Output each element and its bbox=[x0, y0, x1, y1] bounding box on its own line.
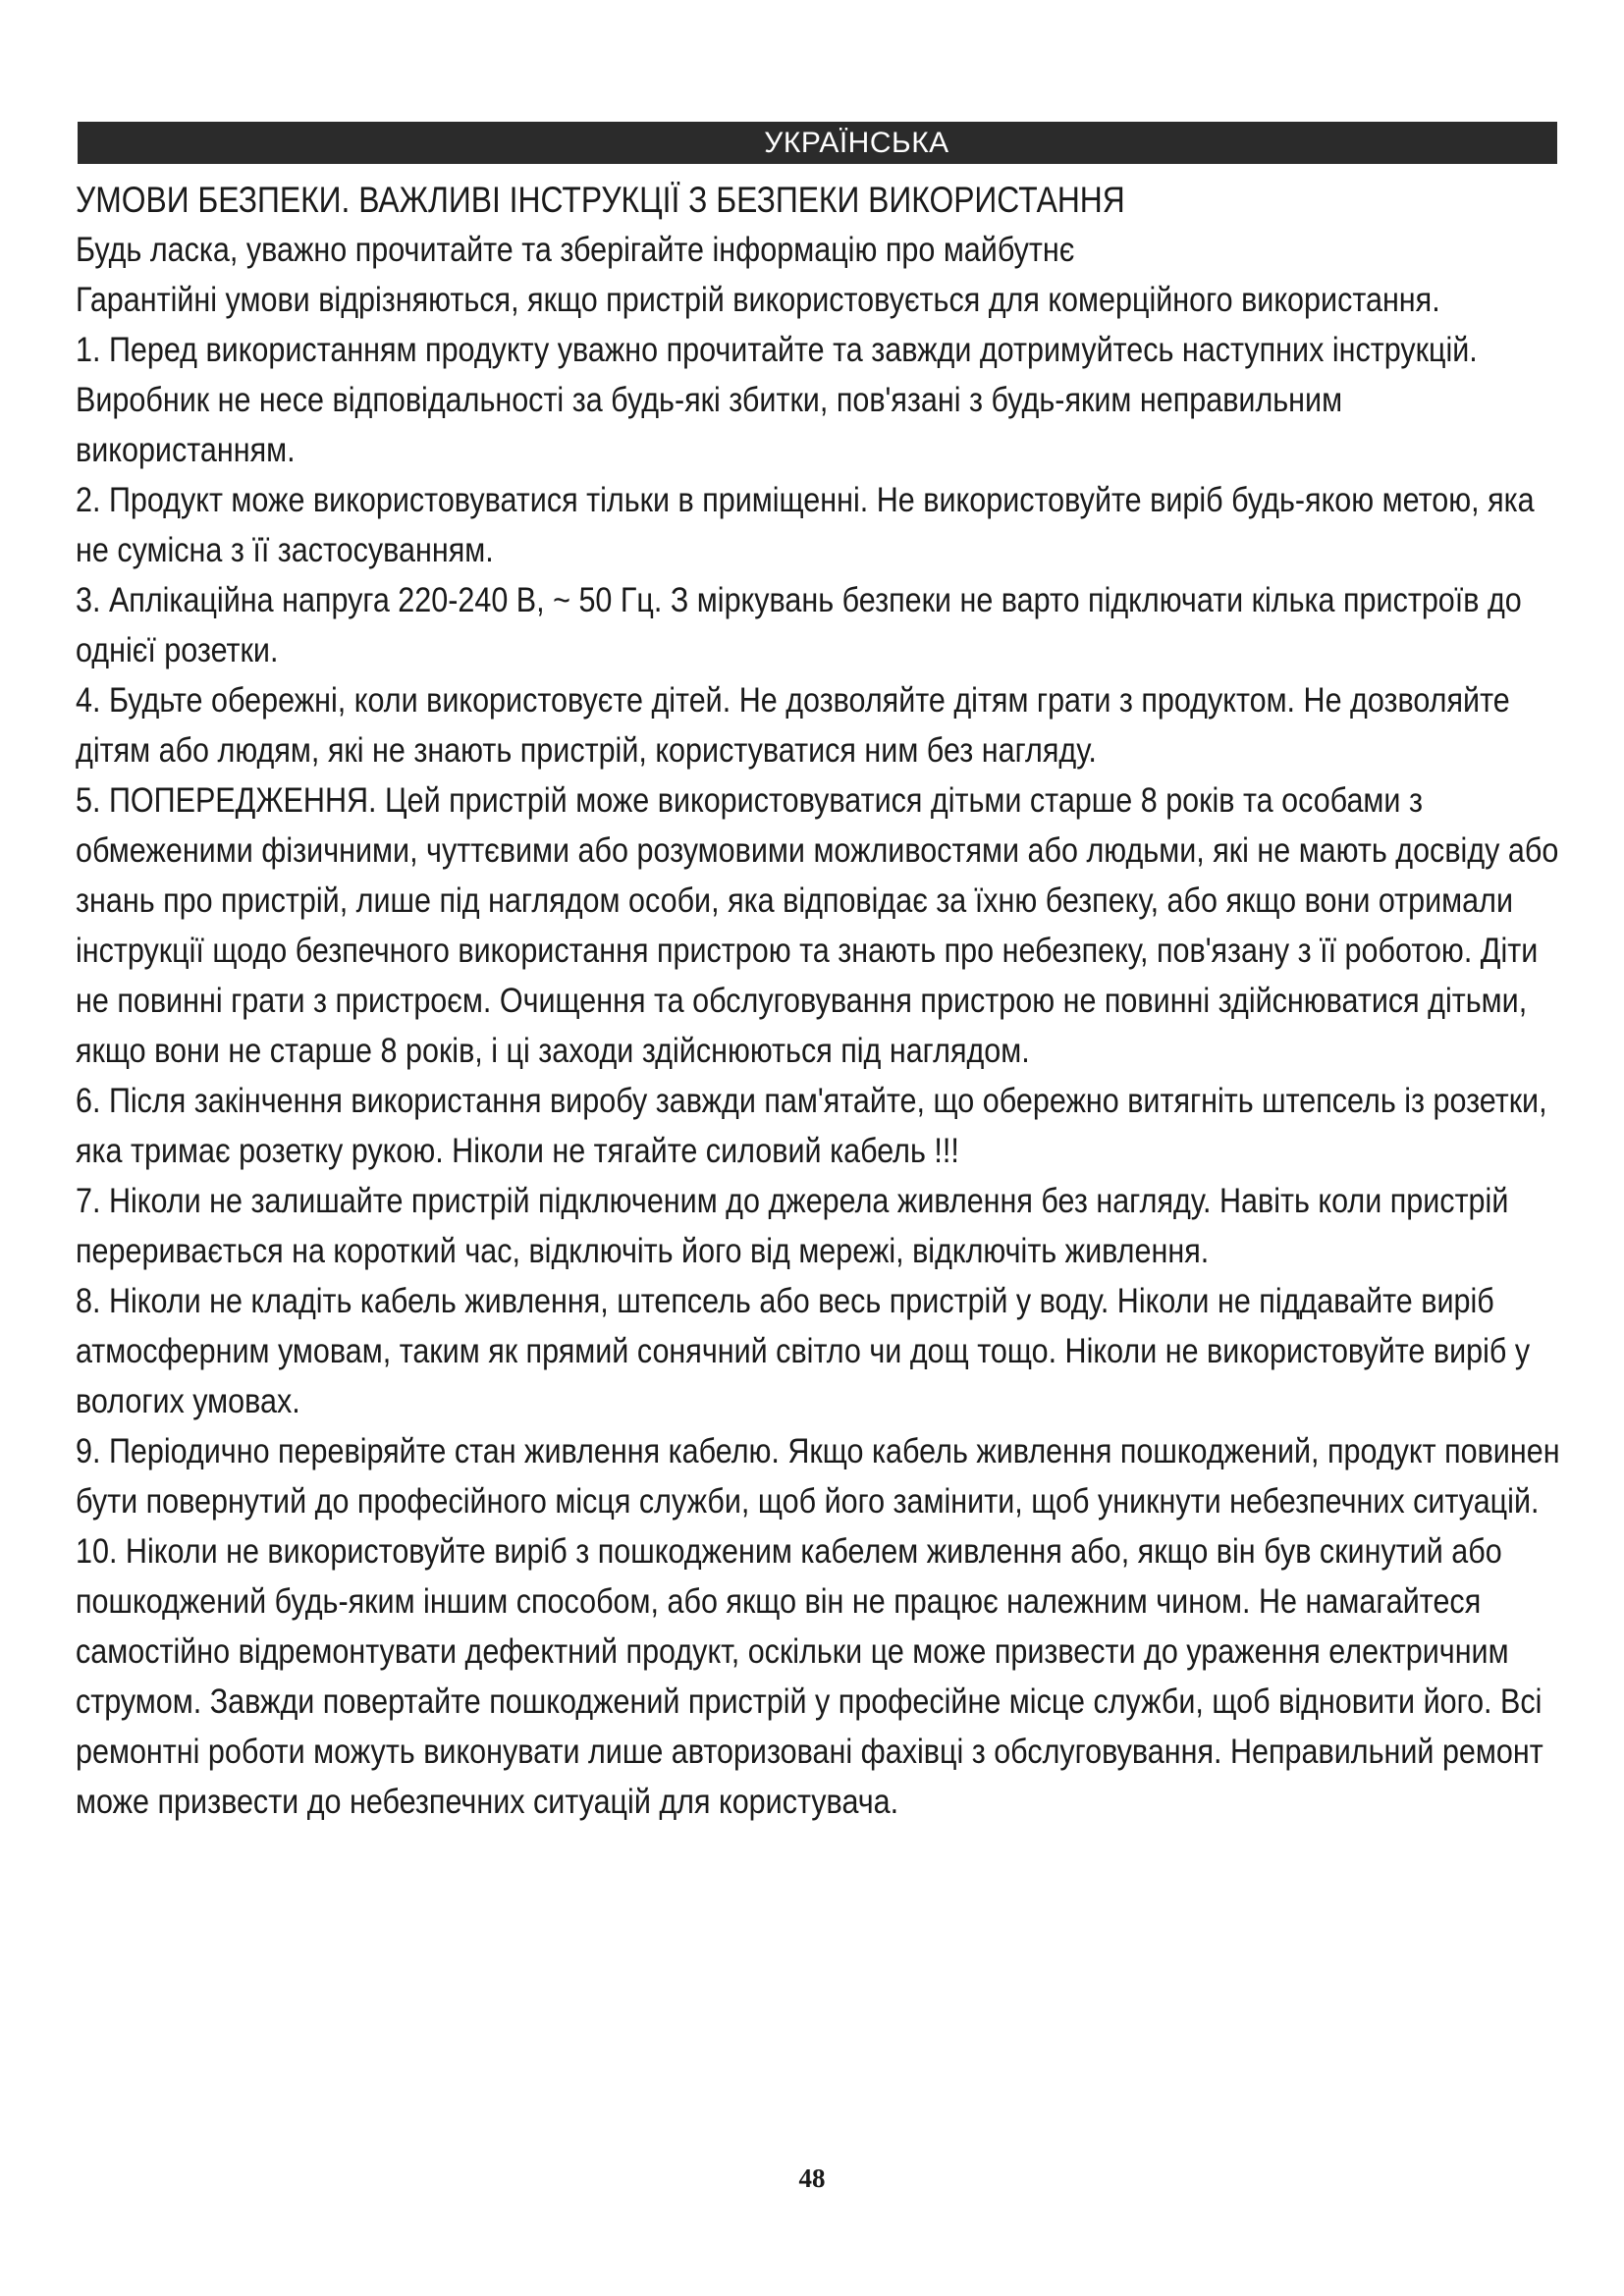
language-header-bar bbox=[78, 122, 1557, 164]
safety-item-8: 8. Ніколи не кладіть кабель живлення, штепсель або весь пристрій у воду. Ніколи не піддавайте виріб атмосферним умовам, таким як прямий сонячний світло чи дощ тощо. Ніколи не використовуйте виріб у вологих умовах. bbox=[76, 1281, 1531, 1420]
language-label: УКРАЇНСЬКА bbox=[764, 126, 949, 159]
safety-item-9: 9. Періодично перевіряйте стан живлення кабелю. Якщо кабель живлення пошкоджений, продукт повинен бути повернутий до професійного місця служби, щоб його замінити, щоб уникнути небезпечних ситуацій. bbox=[76, 1431, 1560, 1521]
safety-item-1: 1. Перед використанням продукту уважно прочитайте та завжди дотримуйтесь наступних інструкцій. Виробник не несе відповідальності за будь-які збитки, пов'язані з будь-яким неправильним використанням. bbox=[76, 330, 1478, 469]
document-body bbox=[76, 175, 1563, 1827]
safety-item-5: 5. ПОПЕРЕДЖЕННЯ. Цей пристрій може використовуватися дітьми старше 8 років та особами з обмеженими фізичними, чуттєвими або розумовими можливостями або людьми, які не мають досвіду або знань про пристрій, лише під наглядом особи, яка відповідає за їхню безпеку, або якщо вони отримали інструкції щодо безпечного використання пристрою та знають про небезпеку, пов'язану з її роботою. Діти не повинні грати з пристроєм. Очищення та обслуговування пристрою не повинні здійснюватися дітьми, якщо вони не старше 8 років, і ці заходи здійснюються під наглядом. bbox=[76, 780, 1559, 1070]
intro-paragraph: Будь ласка, уважно прочитайте та зберігайте інформацію про майбутнє bbox=[76, 230, 1075, 269]
safety-item-10: 10. Ніколи не використовуйте виріб з пошкодженим кабелем живлення або, якщо він був скинутий або пошкоджений будь-яким іншим способом, або якщо він не працює належним чином. Не намагайтеся самостійно відремонтувати дефектний продукт, оскільки це може призвести до ураження електричним струмом. Завжди повертайте пошкоджений пристрій у професійне місце служби, щоб відновити його. Всі ремонтні роботи можуть виконувати лише авторизовані фахівці з обслуговування. Неправильний ремонт може призвести до небезпечних ситуацій для користувача. bbox=[76, 1531, 1543, 1821]
page-title: УМОВИ БЕЗПЕКИ. ВАЖЛИВІ ІНСТРУКЦІЇ З БЕЗПЕКИ ВИКОРИСТАННЯ bbox=[76, 180, 1125, 220]
safety-item-2: 2. Продукт може використовуватися тільки в приміщенні. Не використовуйте виріб будь-якою метою, яка не сумісна з її застосуванням. bbox=[76, 480, 1535, 569]
intro-paragraph: Гарантійні умови відрізняються, якщо пристрій використовується для комерційного використання. bbox=[76, 280, 1440, 319]
safety-item-4: 4. Будьте обережні, коли використовуєте дітей. Не дозволяйте дітям грати з продуктом. Не дозволяйте дітям або людям, які не знають пристрій, користуватися ним без нагляду. bbox=[76, 680, 1510, 770]
safety-item-3: 3. Аплікаційна напруга 220-240 В, ~ 50 Гц. З міркувань безпеки не варто підключати кілька пристроїв до однієї розетки. bbox=[76, 580, 1522, 669]
safety-item-7: 7. Ніколи не залишайте пристрій підключеним до джерела живлення без нагляду. Навіть коли пристрій переривається на короткий час, відключіть його від мережі, відключіть живлення. bbox=[76, 1181, 1509, 1270]
page-number: 48 bbox=[798, 2163, 826, 2193]
safety-item-6: 6. Після закінчення використання виробу завжди пам'ятайте, що обережно витягніть штепсель із розетки, яка тримає розетку рукою. Ніколи не тягайте силовий кабель !!! bbox=[76, 1081, 1547, 1170]
